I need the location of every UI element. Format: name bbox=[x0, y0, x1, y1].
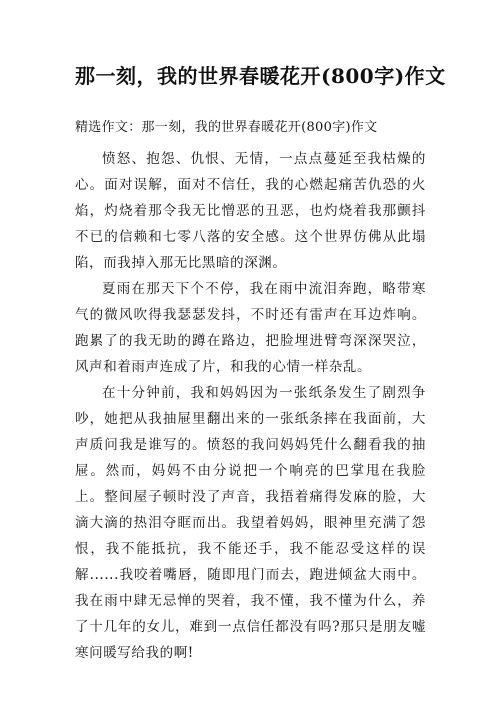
paragraph: 在十分钟前，我和妈妈因为一张纸条发生了剧烈争吵，她把从我抽屉里翻出来的一张纸条摔在我面前，大声质问我是谁写的。愤怒的我问妈妈凭什么翻看我的抽屉。然而，妈妈不由分说把一个响亮的巴掌甩在我脸上。整间屋子顿时没了声音，我捂着痛得发麻的脸，大滴大滴的热泪夺眶而出。我望着妈妈，眼神里充满了怨恨，我不能抵抗，我不能还手，我不能忍受这样的误解......我咬着嘴唇，随即甩门而去，跑进倾盆大雨中。我在雨中肆无忌惮的哭着，我不懂，我不懂为什么，养了十几年的女儿，难到一点信任都没有吗?那只是朋友嘘寒问暖写给我的啊! bbox=[75, 385, 426, 661]
paragraph: 愤怒、抱怨、仇恨、无情，一点点蔓延至我枯燥的心。面对误解，面对不信任，我的心燃起痛苦仇恐的火焰，灼烧着那令我无比憎恶的丑恶，也灼烧着我那颤抖不已的信赖和七零八落的安全感。这个世界仿佛从此塌陷，而我掉入那无比黑暗的深渊。 bbox=[75, 151, 426, 271]
document-title: 那一刻，我的世界春暖花开(800字)作文 bbox=[75, 64, 446, 88]
document-body bbox=[75, 146, 426, 666]
document-subtitle: 精选作文：那一刻，我的世界春暖花开(800字)作文 bbox=[75, 120, 378, 135]
paragraph: 夏雨在那天下个不停，我在雨中流泪奔跑，略带寒气的微风吹得我瑟瑟发抖，不时还有雷声在耳边炸响。跑累了的我无助的蹲在路边，把脸埋进臂弯深深哭泣，风声和着雨声连成了片，和我的心情一样杂乱。 bbox=[75, 281, 426, 375]
